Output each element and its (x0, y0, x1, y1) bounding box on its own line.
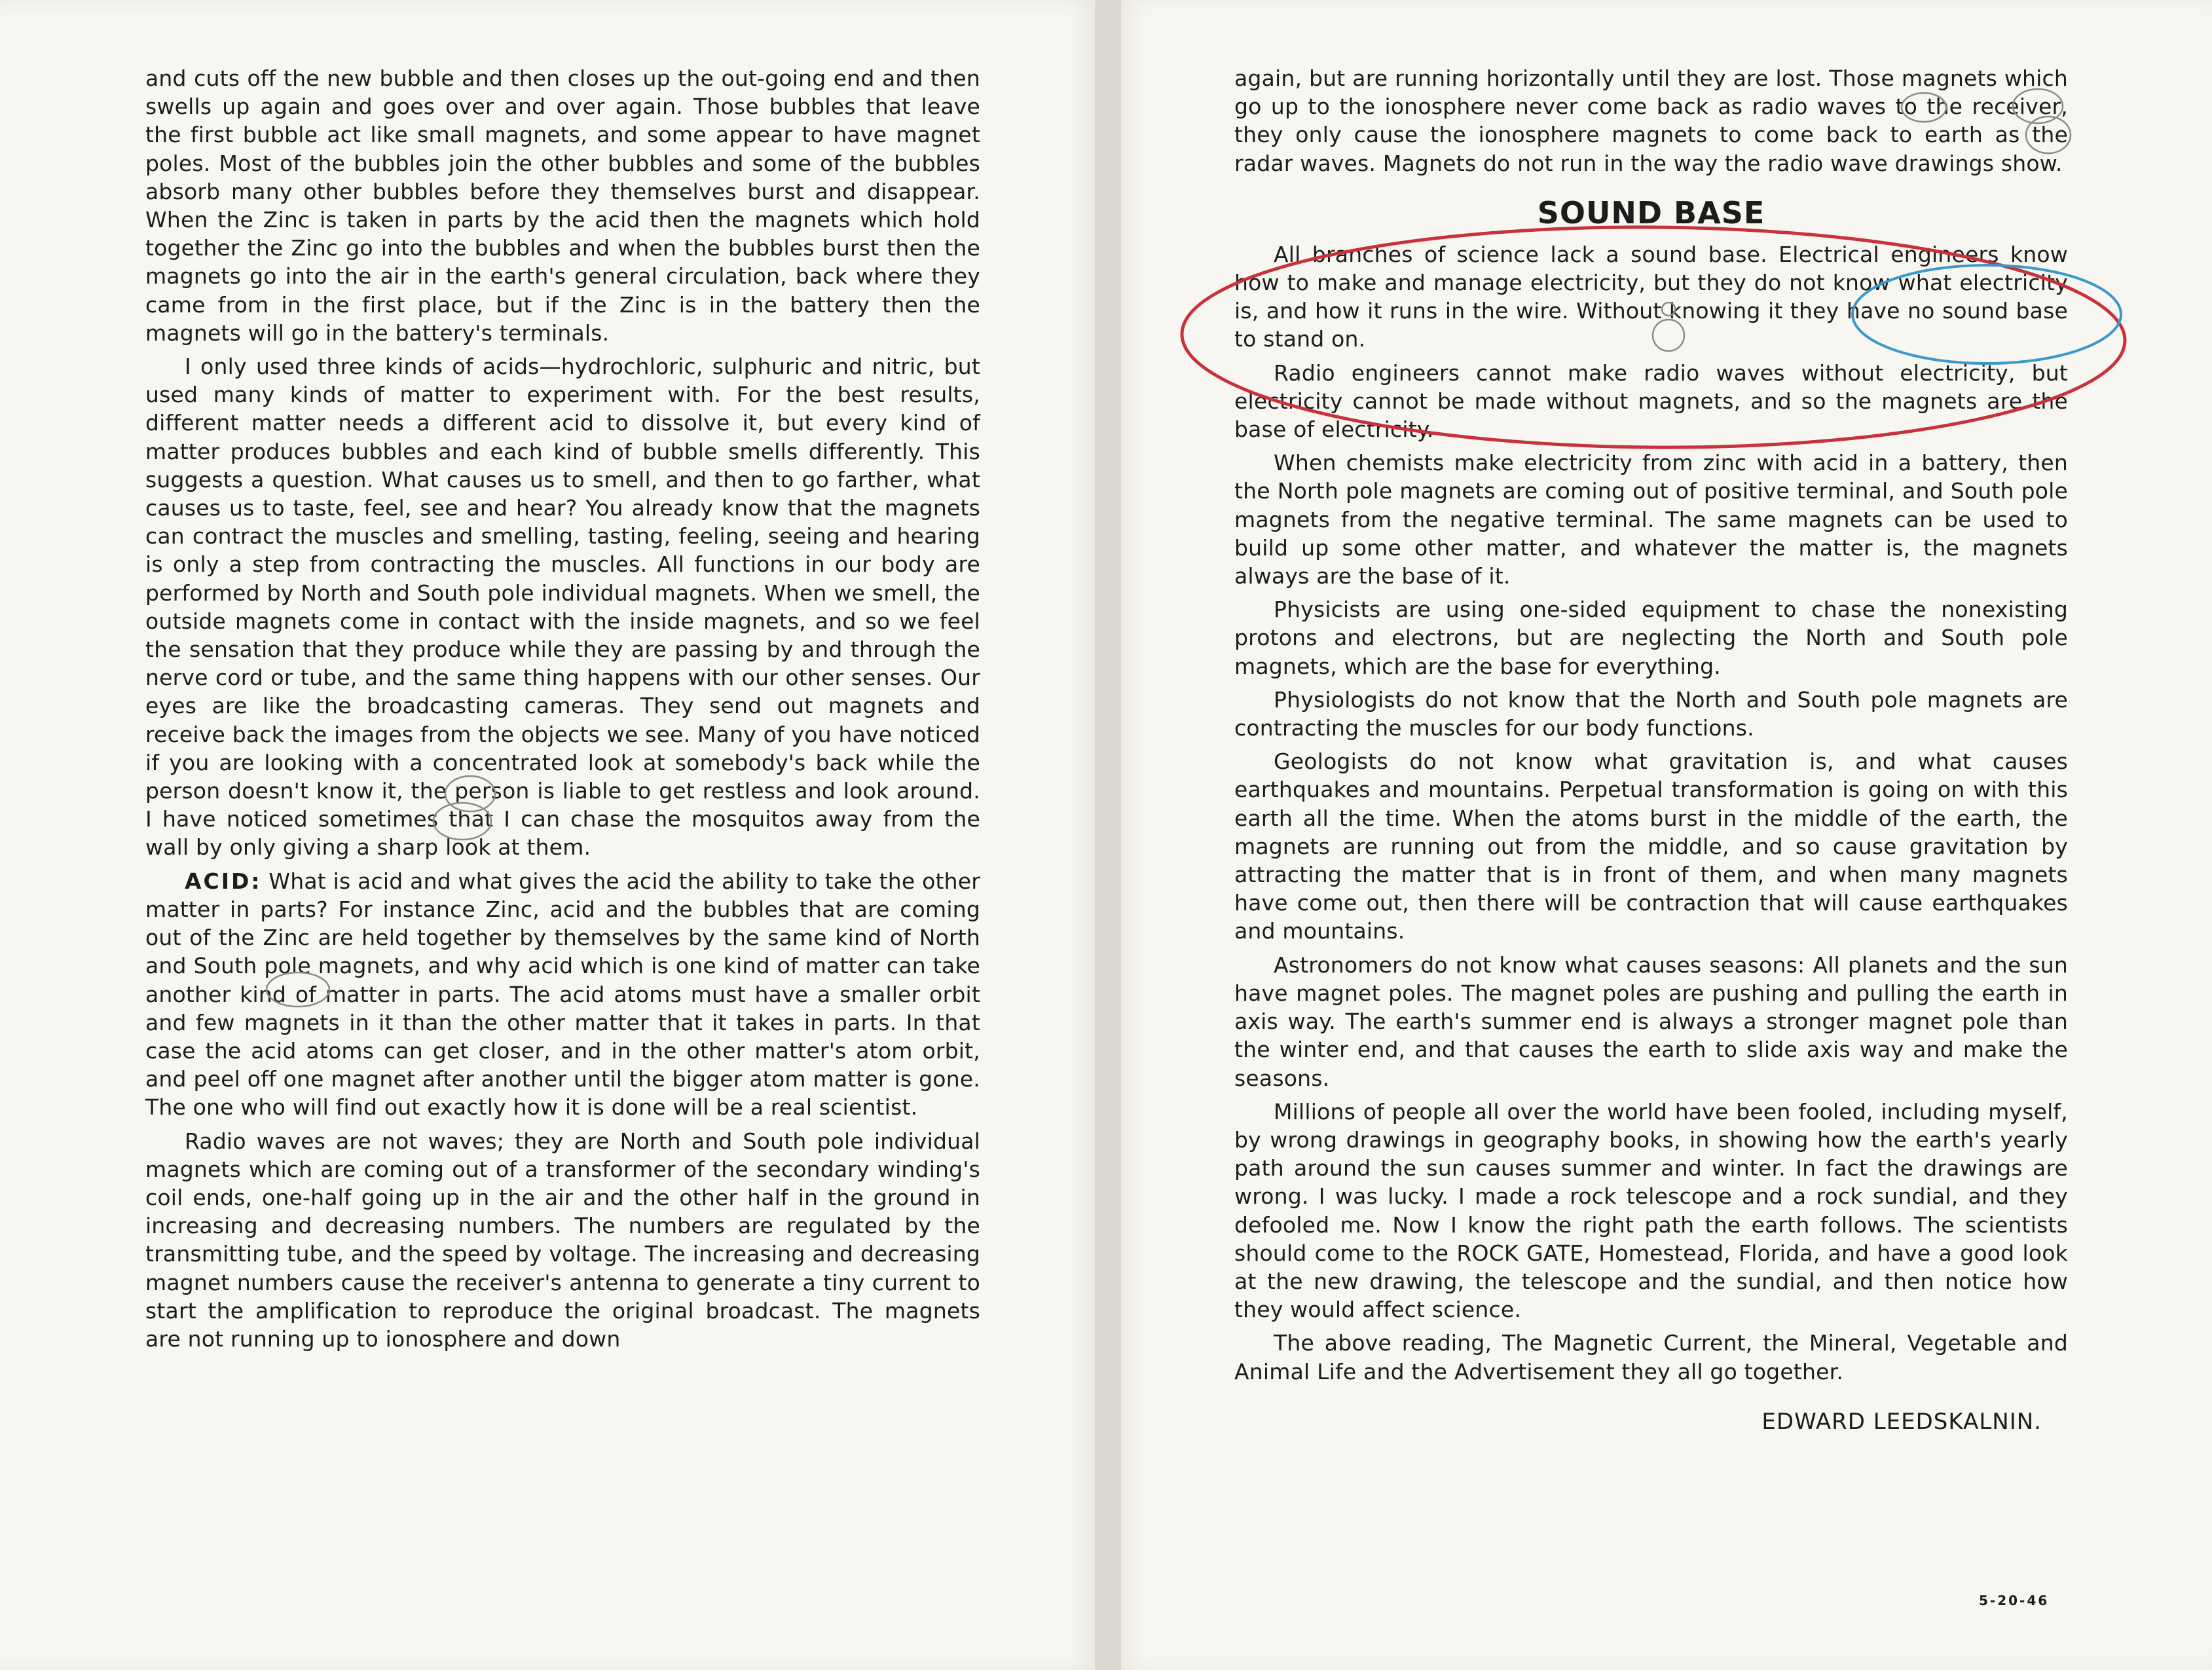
right-paragraph-8: Millions of people all over the world have been fooled, including myself, by wrong drawings in geography books, in showing how the earth's yearly path around the sun causes summer and winter. In fact the drawings are wrong. I was lucky. I made a rock telescope and a rock sundial, and they defooled me. Now I know the right path the earth follows. The scientists should come to the ROCK GATE, Homestead, Florida, and have a good look at the new drawing, the telescope and the sundial, and then notice how they would affect science. (1234, 1098, 2068, 1323)
right-paragraph-2: Radio engineers cannot make radio waves without electricity, but electricity cannot be made without magnets, and so the magnets are the base of electricity. (1234, 360, 2068, 443)
right-paragraph-9: The above reading, The Magnetic Current, the Mineral, Vegetable and Animal Life and the Advertisement they all go together. (1234, 1330, 2068, 1384)
acid-paragraph (145, 867, 980, 1122)
right-paragraph-5: Physiologists do not know that the North and South pole magnets are contracting the muscles for our body functions. (1234, 686, 2068, 741)
right-intro-paragraph: again, but are running horizontally until they are lost. Those magnets which go up to the ionosphere never come back as radio waves to the receiver, they only cause the ionosphere magnets to come back to earth as the radar waves. Magnets do not run in the way the radio wave drawings show. (1234, 65, 2068, 176)
page-gutter (1095, 0, 1121, 1670)
right-column-text (1234, 64, 2068, 1436)
sound-base-heading: SOUND BASE (1537, 195, 1765, 231)
radio-waves-paragraph: Radio waves are not waves; they are North and South pole individual magnets which are coming out of a transformer of the secondary winding's coil ends, one-half going up in the air and the other half in the ground in increasing and decreasing numbers. The numbers are regulated by the transmitting tube, and the speed by voltage. The increasing and decreasing magnet numbers cause the receiver's antenna to generate a tiny current to start the amplification to reproduce the original broadcast. The magnets are not running up to ionosphere and down (145, 1128, 980, 1352)
right-paragraph-4: Physicists are using one-sided equipment to chase the nonexisting protons and electrons, but are neglecting the North and South pole magnets, which are the base for everything. (1234, 597, 2068, 679)
acid-text: What is acid and what gives the acid the ability to take the other matter in parts? For instance Zinc, acid and the bubbles that are coming out of the Zinc are held together by themselves by the same kind of North and South pole magnets, and why acid which is one kind of matter can take another kind of matter in parts. The acid atoms must have a smaller orbit and few magnets in it than the other matter that it takes in parts. In that case the acid atoms can get closer, and in the other matter's atom orbit, and peel off one magnet after another until the bigger atom matter is gone. The one who will find out exactly how it is done will be a real scientist. (145, 868, 980, 1121)
date-code: 5-20-46 (1979, 1593, 2050, 1608)
acid-label: ACID: (185, 868, 262, 894)
left-paragraph-1: and cuts off the new bubble and then closes up the out-going end and then swells up again and goes over and over again. Those bubbles that leave the first bubble act like small magnets, and some appear to have magnet poles. Most of the bubbles join the other bubbles and some of the bubbles absorb many other bubbles before they themselves burst and disappear. When the Zinc is taken in parts by the acid then the magnets which hold together the Zinc go into the bubbles and when the bubbles burst then the magnets go into the air in the earth's general circulation, back where they came from in the first place, but if the Zinc is in the battery then the magnets will go in the battery's terminals. (145, 65, 980, 346)
right-paragraph-7: Astronomers do not know what causes seasons: All planets and the sun have magnet poles. The magnet poles are pushing and pulling the earth in axis way. The earth's summer end is always a stronger magnet pole than the winter end, and that causes the earth to slide axis way and make the seasons. (1234, 952, 2068, 1091)
right-paragraph-6: Geologists do not know what gravitation is, and what causes earthquakes and mountains. Perpetual transformation is going on with this earth all the time. When the atoms burst in the middle of the earth, the magnets are running out from the middle, and so cause gravitation by attracting the matter that is in front of them, and when many magnets have come out, then there will be contraction that will cause earthquakes and mountains. (1234, 749, 2068, 944)
right-paragraph-3: When chemists make electricity from zinc with acid in a battery, then the North pole magnets are coming out of positive terminal, and South pole magnets from the negative terminal. The same magnets can be used to build up some other matter, and whatever the matter is, the magnets always are the base of it. (1234, 450, 2068, 589)
left-column-text (145, 64, 980, 1358)
right-paragraph-1: All branches of science lack a sound base. Electrical engineers know how to make and manage electricity, but they do not know what electricity is, and how it runs in the wire. Without knowing it they have no sound base to stand on. (1234, 241, 2068, 352)
signature: EDWARD LEEDSKALNIN. (1761, 1408, 2042, 1435)
left-paragraph-2: I only used three kinds of acids—hydrochloric, sulphuric and nitric, but used many kinds of matter to experiment with. For the best results, different matter needs a different acid to dissolve it, but every kind of matter produces bubbles and each kind of bubble smells differently. This suggests a question. What causes us to smell, and then to go farther, what causes us to taste, feel, see and hear? You already know that the magnets can contract the muscles and smelling, tasting, feeling, seeing and hearing is only a step from contracting the muscles. All functions in our body are performed by North and South pole individual magnets. When we smell, the outside magnets come in contact with the inside magnets, and so we feel the sensation that they produce while they are passing by and through the nerve cord or tube, and the same thing happens with our other senses. Our eyes are like the broadcasting cameras. They send out magnets and receive back the images from the objects we see. Many of you have noticed if you are looking with a concentrated look at somebody's back while the person doesn't know it, the person is liable to get restless and look around. I have noticed sometimes that I can chase the mosquitos away from the wall by only giving a sharp look at them. (145, 354, 980, 861)
